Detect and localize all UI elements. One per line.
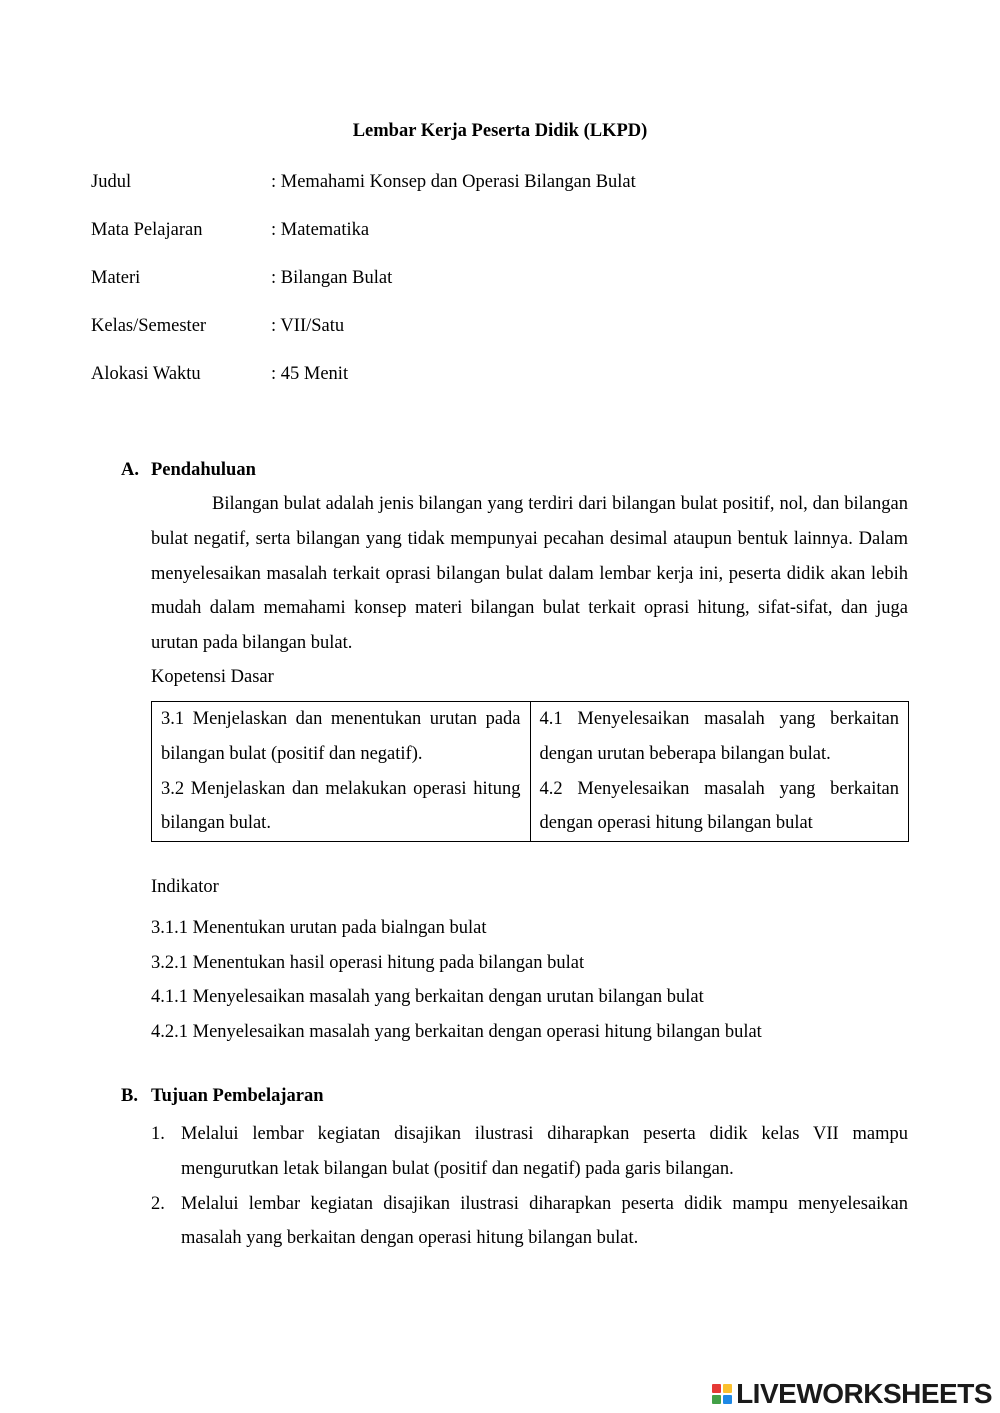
kd-cell-skill <box>530 702 909 842</box>
goal-number: 1. <box>151 1124 165 1144</box>
meta-label: Materi <box>91 268 141 288</box>
indicator-list <box>151 911 762 1049</box>
list-item: 3.2.1 Menentukan hasil operasi hitung pada bilangan bulat <box>151 952 585 973</box>
list-item: 4.2.1 Menyelesaikan masalah yang berkaitan dengan operasi hitung bilangan bulat <box>151 1021 762 1042</box>
logo-text: LIVEWORKSHEETS <box>736 1378 992 1409</box>
section-b-heading <box>121 1086 324 1107</box>
list-item <box>151 1117 908 1187</box>
logo-block <box>723 1395 732 1404</box>
intro-paragraph: Bilangan bulat adalah jenis bilangan yang terdiri dari bilangan bulat positif, nol, dan bilangan bulat negatif, serta bilangan yang tidak mempunyai pecahan desimal ataupun bentuk lainnya. Dalam menyelesaikan masalah terkait oprasi bilangan bulat dalam lembar kerja ini, peserta didik akan lebih mudah dalam memahami konsep materi bilangan bulat terkait oprasi hitung, sifat-sifat, dan juga urutan pada bilangan bulat. <box>151 494 908 654</box>
logo-block <box>712 1384 721 1393</box>
meta-value: : VII/Satu <box>271 316 345 336</box>
section-letter: B. <box>121 1086 138 1106</box>
list-item: 4.1.1 Menyelesaikan masalah yang berkaitan dengan urutan bilangan bulat <box>151 987 704 1008</box>
kd-item: 3.1 Menjelaskan dan menentukan urutan pada bilangan bulat (positif dan negatif). <box>161 709 521 764</box>
meta-value: : Memahami Konsep dan Operasi Bilangan Bulat <box>271 172 636 192</box>
goal-number: 2. <box>151 1193 165 1214</box>
meta-label: Judul <box>91 172 132 192</box>
kompetensi-dasar-table <box>151 701 909 842</box>
kd-label: Kopetensi Dasar <box>151 667 274 687</box>
kd-item: 3.2 Menjelaskan dan melakukan operasi hitung bilangan bulat. <box>161 778 521 834</box>
section-title: Tujuan Pembelajaran <box>151 1086 324 1106</box>
liveworksheets-logo <box>712 1379 992 1409</box>
kd-item: 4.2 Menyelesaikan masalah yang berkaitan dengan operasi hitung bilangan bulat <box>539 778 899 834</box>
goal-list <box>151 1117 908 1256</box>
logo-block <box>723 1384 732 1393</box>
meta-value: : Bilangan Bulat <box>271 268 393 288</box>
section-title: Pendahuluan <box>151 460 256 480</box>
logo-block <box>712 1395 721 1404</box>
list-item: 3.1.1 Menentukan urutan pada bialngan bulat <box>151 918 487 938</box>
table-row <box>152 702 909 842</box>
logo-blocks-icon <box>712 1384 732 1404</box>
meta-label: Kelas/Semester <box>91 316 207 336</box>
meta-label: Mata Pelajaran <box>91 220 203 240</box>
meta-value: : 45 Menit <box>271 364 349 384</box>
section-a-heading <box>121 460 256 481</box>
document-title: Lembar Kerja Peserta Didik (LKPD) <box>352 121 648 141</box>
meta-label: Alokasi Waktu <box>91 364 201 384</box>
kd-item: 4.1 Menyelesaikan masalah yang berkaitan dengan urutan beberapa bilangan bulat. <box>539 709 899 764</box>
section-letter: A. <box>121 460 139 480</box>
goal-text: Melalui lembar kegiatan disajikan ilustrasi diharapkan peserta didik mampu menyelesaikan masalah yang berkaitan dengan operasi hitung bilangan bulat. <box>181 1193 908 1249</box>
meta-value: : Matematika <box>271 220 370 240</box>
kd-cell-knowledge <box>152 702 531 842</box>
goal-text: Melalui lembar kegiatan disajikan ilustrasi diharapkan peserta didik kelas VII mampu mengurutkan letak bilangan bulat (positif dan negatif) pada garis bilangan. <box>181 1124 908 1179</box>
indicator-label: Indikator <box>151 877 219 897</box>
list-item <box>151 1187 908 1257</box>
